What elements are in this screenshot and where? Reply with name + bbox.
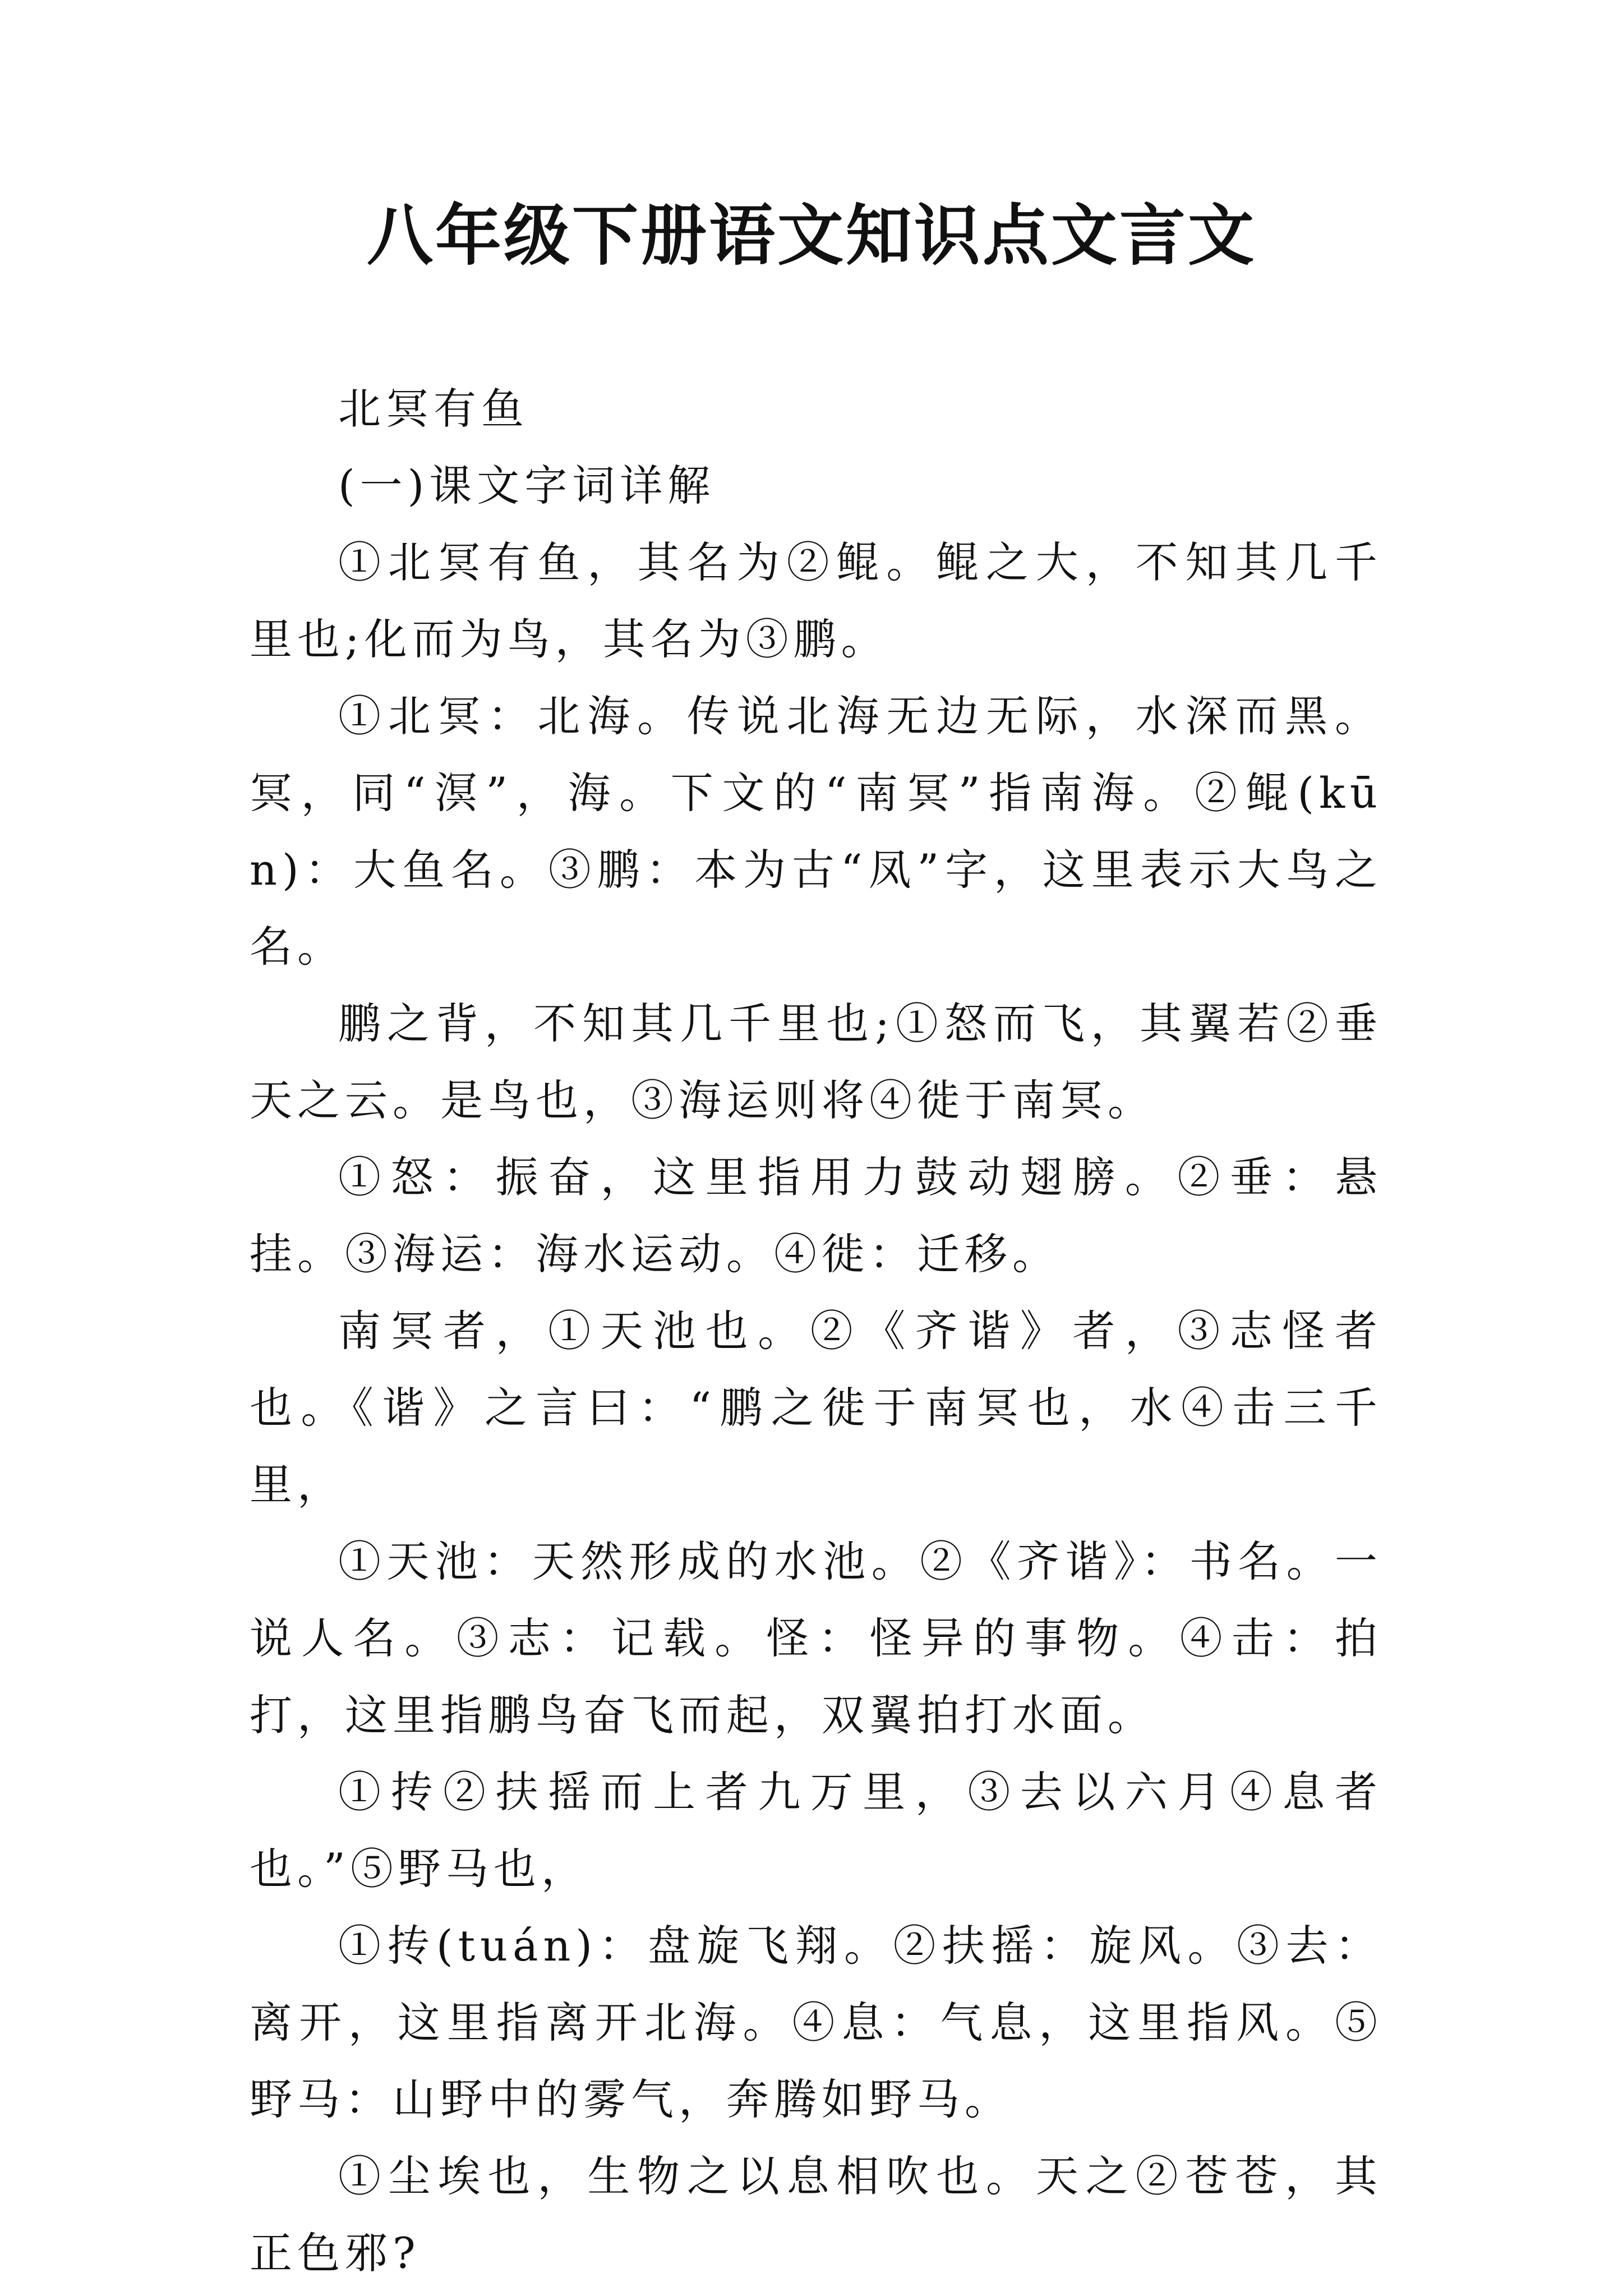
annotation-paragraph: ①北冥：北海。传说北海无边无际，水深而黑。冥，同“溟”，海。下文的“南冥”指南海。②鲲(kūn)：大鱼名。③鹏：本为古“凤”字，这里表示大鸟之名。 [250, 691, 1382, 972]
text-paragraph: 南冥者，①天池也。②《齐谐》者，③志怪者也。《谐》之言曰：“鹏之徙于南冥也，水④击三千里， [250, 1306, 1382, 1510]
text-paragraph: 鹏之背，不知其几千里也;①怒而飞，其翼若②垂天之云。是鸟也，③海运则将④徙于南冥。 [250, 999, 1382, 1125]
document-title: 八年级下册语文知识点文言文 [366, 196, 1256, 274]
section-heading: 北冥有鱼 [338, 384, 529, 434]
subsection-heading: (一)课文字词详解 [338, 461, 716, 510]
text-paragraph: ①北冥有鱼，其名为②鲲。鲲之大，不知其几千里也;化而为鸟，其名为③鹏。 [250, 537, 1382, 664]
annotation-paragraph: ①怒：振奋，这里指用力鼓动翅膀。②垂：悬挂。③海运：海水运动。④徙：迁移。 [250, 1152, 1382, 1279]
text-paragraph: ①尘埃也，生物之以息相吹也。天之②苍苍，其正色邪? [250, 2151, 1382, 2278]
document-body [250, 370, 1382, 2292]
annotation-paragraph: ①抟(tuán)：盘旋飞翔。②扶摇：旋风。③去：离开，这里指离开北海。④息：气息，这里指风。⑤野马：山野中的雾气，奔腾如野马。 [250, 1921, 1382, 2124]
text-paragraph: ①抟②扶摇而上者九万里，③去以六月④息者也。”⑤野马也， [250, 1767, 1382, 1894]
annotation-paragraph: ①天池：天然形成的水池。②《齐谐》：书名。一说人名。③志：记载。怪：怪异的事物。④击：拍打，这里指鹏鸟奋飞而起，双翼拍打水面。 [250, 1536, 1382, 1740]
